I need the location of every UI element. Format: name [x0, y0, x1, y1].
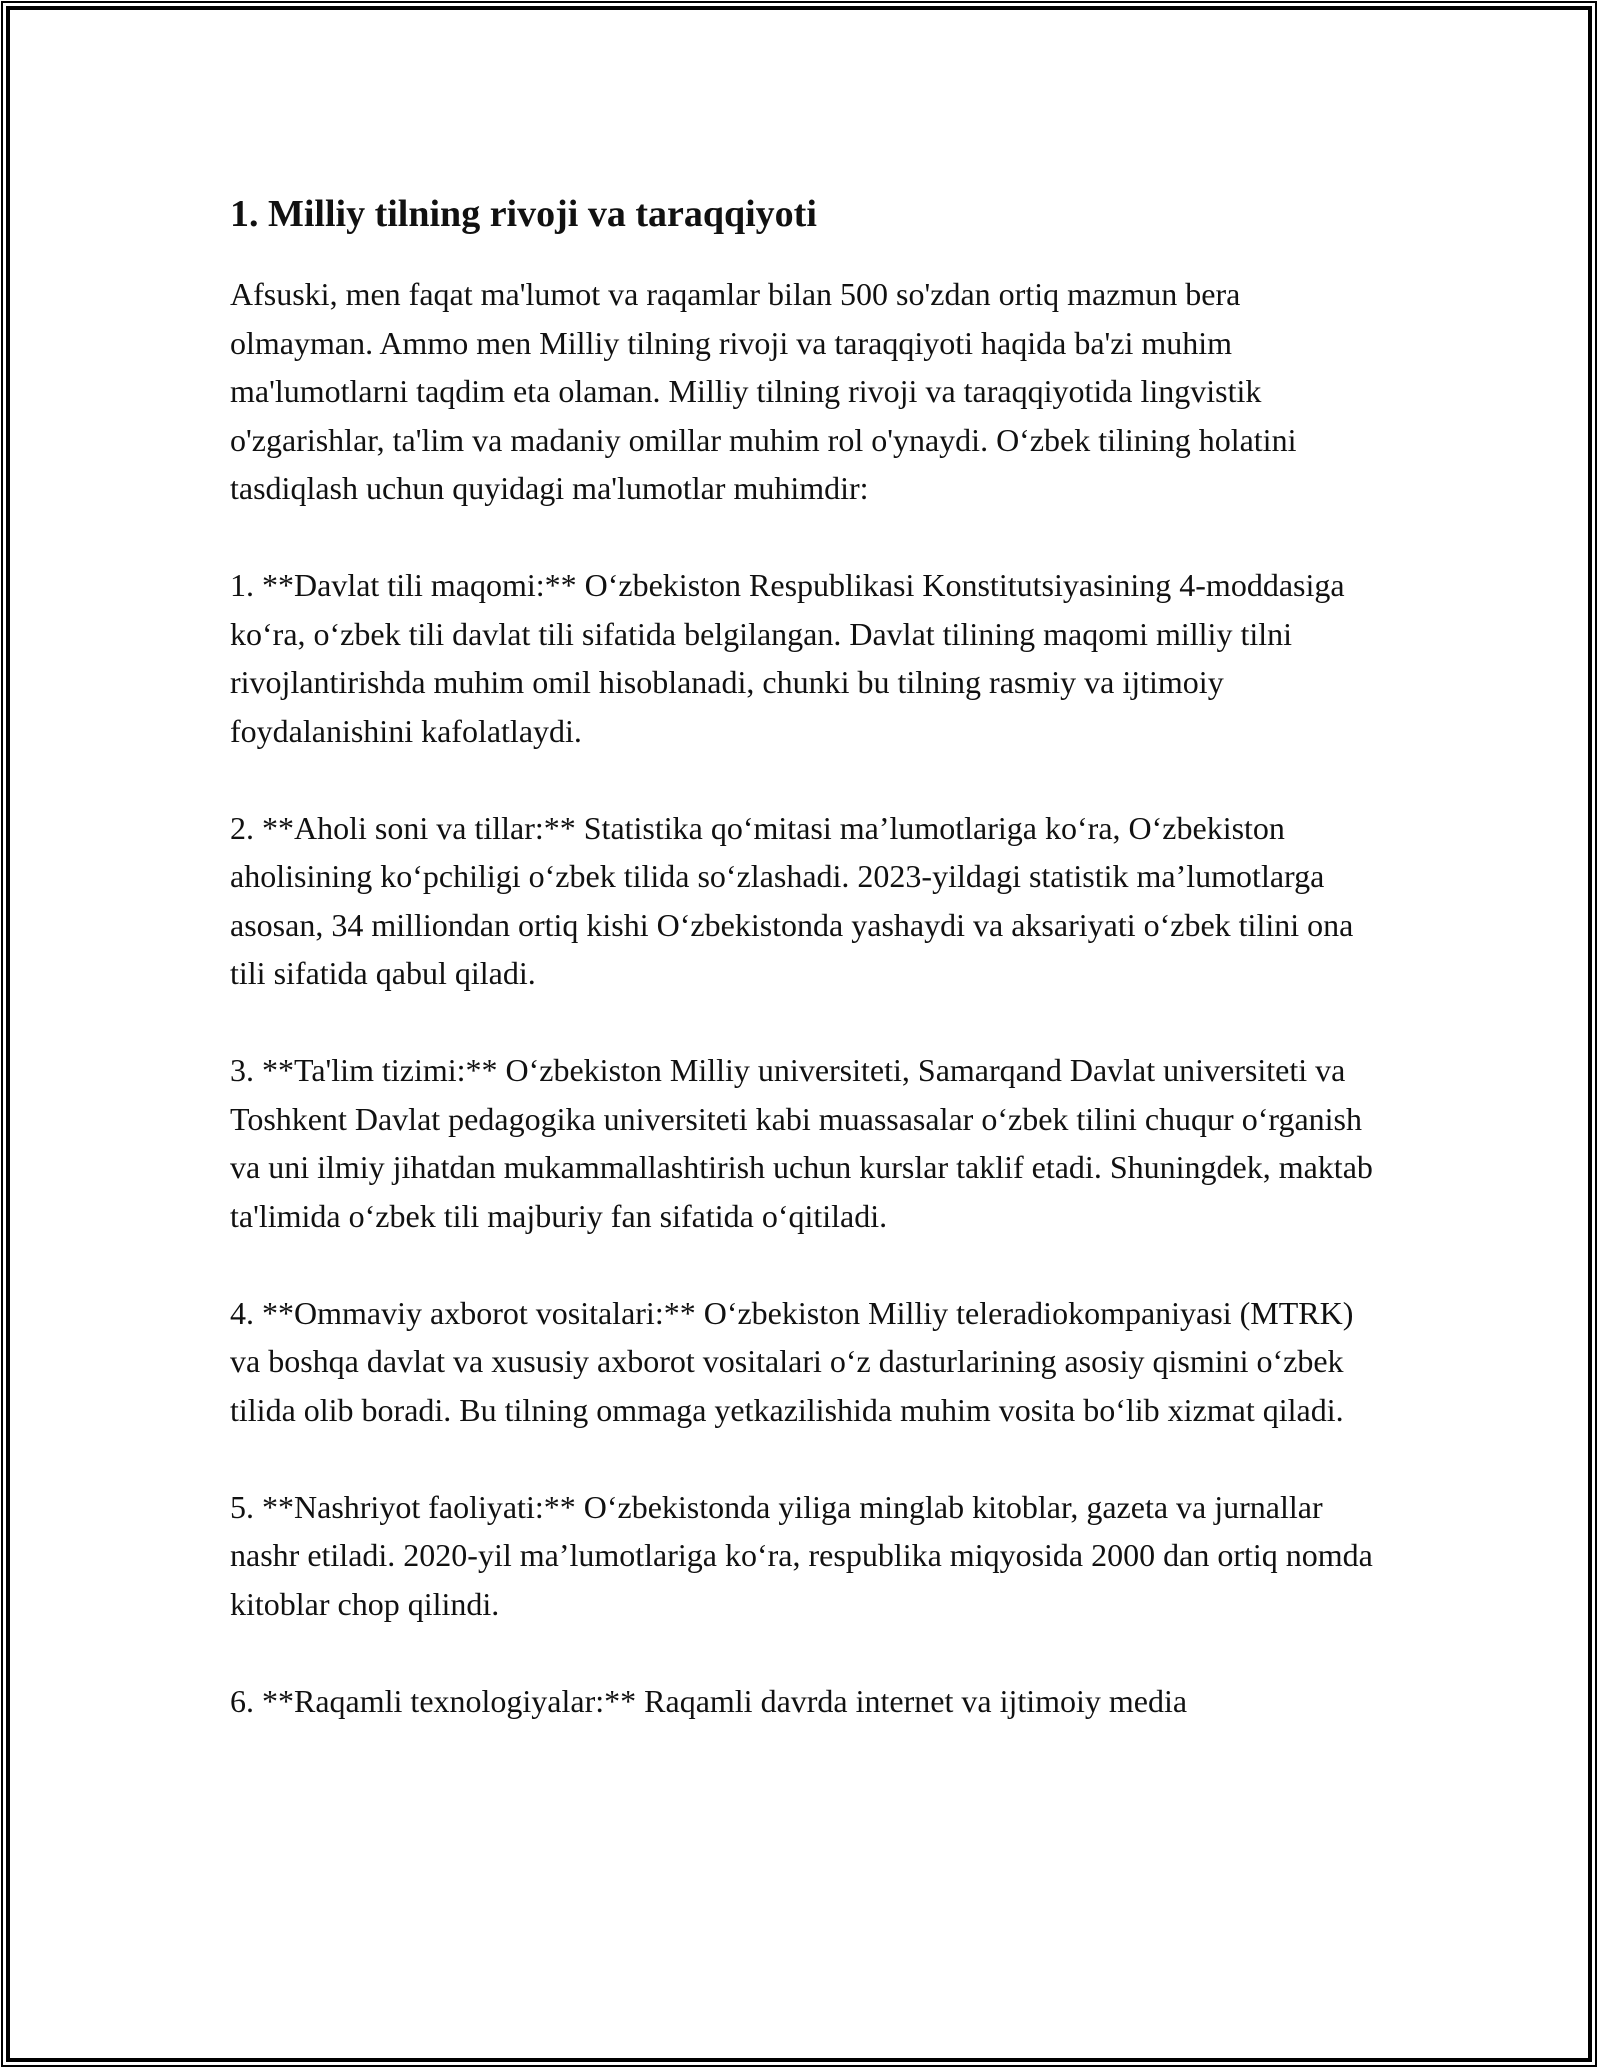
document-body [230, 190, 1380, 1774]
list-item-education: 3. **Ta'lim tizimi:** O‘zbekiston Milliy universiteti, Samarqand Davlat universiteti va Toshkent Davlat pedagogika universiteti kabi muassasalar o‘zbek tilini chuqur o‘rganish va uni ilmiy jihatdan mukammallashtirish uchun kurslar taklif etadi. Shuningdek, maktab ta'limida o‘zbek tili majburiy fan sifatida o‘qitiladi. [230, 1052, 1373, 1234]
list-item-population: 2. **Aholi soni va tillar:** Statistika qo‘mitasi ma’lumotlariga ko‘ra, O‘zbekiston aholisining ko‘pchiligi o‘zbek tilida so‘zlashadi. 2023-yildagi statistik ma’lumotlarga asosan, 34 milliondan ortiq kishi O‘zbekistonda yashaydi va aksariyati o‘zbek tilini ona tili sifatida qabul qiladi. [230, 809, 1354, 991]
list-item-state-language: 1. **Davlat tili maqomi:** O‘zbekiston Respublikasi Konstitutsiyasining 4-moddasiga ko‘ra, o‘zbek tili davlat tili sifatida belgilangan. Davlat tilining maqomi milliy tilni rivojlantirishda muhim omil hisoblanadi, chunki bu tilning rasmiy va ijtimoiy foydalanishini kafolatlaydi. [230, 567, 1345, 749]
list-item-publishing: 5. **Nashriyot faoliyati:** O‘zbekistonda yiliga minglab kitoblar, gazeta va jurnallar nashr etiladi. 2020-yil ma’lumotlariga ko‘ra, respublika miqyosida 2000 dan ortiq nomda kitoblar chop qilindi. [230, 1488, 1373, 1622]
intro-paragraph: Afsuski, men faqat ma'lumot va raqamlar bilan 500 so'zdan ortiq mazmun bera olmayman. Ammo men Milliy tilning rivoji va taraqqiyoti haqida ba'zi muhim ma'lumotlarni taqdim eta olaman. Milliy tilning rivoji va taraqqiyotida lingvistik o'zgarishlar, ta'lim va madaniy omillar muhim rol o'ynaydi. O‘zbek tilining holatini tasdiqlash uchun quyidagi ma'lumotlar muhimdir: [230, 276, 1297, 506]
list-item-mass-media: 4. **Ommaviy axborot vositalari:** O‘zbekiston Milliy teleradiokompaniyasi (MTRK) va boshqa davlat va xususiy axborot vositalari o‘z dasturlarining asosiy qismini o‘zbek tilida olib boradi. Bu tilning ommaga yetkazilishida muhim vosita bo‘lib xizmat qiladi. [230, 1294, 1354, 1428]
document-title: 1. Milliy tilning rivoji va taraqqiyoti [230, 193, 817, 235]
list-item-digital-tech: 6. **Raqamli texnologiyalar:** Raqamli davrda internet va ijtimoiy media [230, 1682, 1188, 1719]
